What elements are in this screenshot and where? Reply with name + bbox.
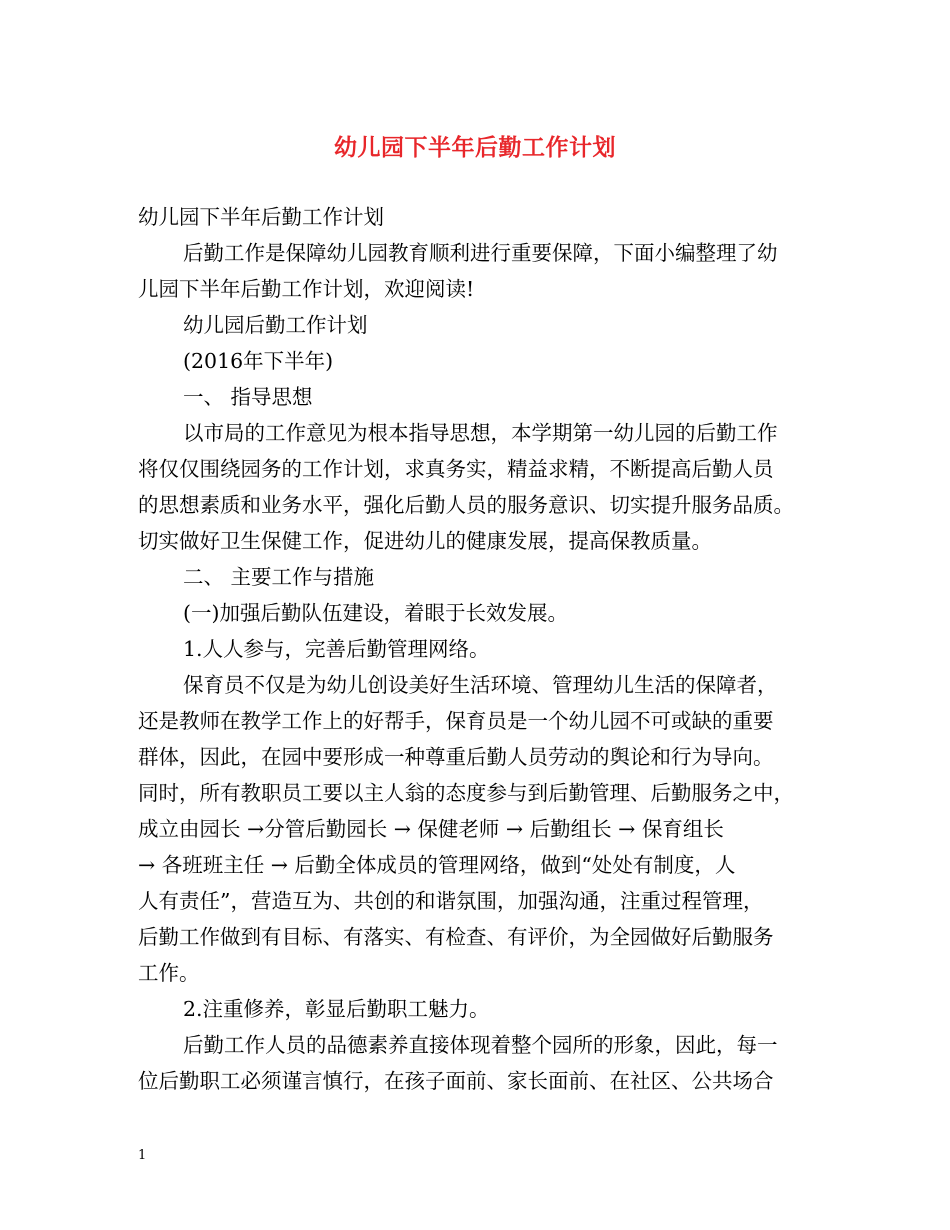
body-line: 幼儿园下半年后勤工作计划: [138, 205, 384, 229]
body-line: 保育员不仅是为幼儿创设美好生活环境、管理幼儿生活的保障者，: [183, 673, 778, 697]
body-line: 的思想素质和业务水平，强化后勤人员的服务意识、切实提升服务品质。: [138, 493, 794, 517]
body-line: 后勤工作做到有目标、有落实、有检查、有评价，为全园做好后勤服务: [138, 925, 774, 949]
body-line: 1.人人参与，完善后勤管理网络。: [183, 637, 490, 661]
page-number: 1: [138, 1148, 147, 1163]
body-line: 2.注重修养，彰显后勤职工魅力。: [183, 997, 490, 1021]
body-line: (一)加强后勤队伍建设，着眼于长效发展。: [183, 601, 568, 625]
body-line: 儿园下半年后勤工作计划，欢迎阅读!: [138, 277, 475, 301]
body-line: 位后勤职工必须谨言慎行，在孩子面前、家长面前、在社区、公共场合: [138, 1069, 774, 1093]
body-line: 幼儿园后勤工作计划: [183, 313, 368, 337]
body-line: 工作。: [138, 961, 200, 985]
body-line: 以市局的工作意见为根本指导思想，本学期第一幼儿园的后勤工作: [183, 421, 778, 445]
document-title: 幼儿园下半年后勤工作计划: [334, 134, 616, 161]
body-line: 一、 指导思想: [183, 385, 313, 409]
body-line: 成立由园长 →分管后勤园长 → 保健老师 → 后勤组长 → 保育组长: [138, 817, 724, 841]
body-line: 后勤工作人员的品德素养直接体现着整个园所的形象，因此，每一: [183, 1033, 778, 1057]
body-line: 后勤工作是保障幼儿园教育顺利进行重要保障，下面小编整理了幼: [183, 241, 778, 265]
body-line: 切实做好卫生保健工作，促进幼儿的健康发展，提高保教质量。: [138, 529, 712, 553]
body-line: 将仅仅围绕园务的工作计划，求真务实，精益求精，不断提高后勤人员: [138, 457, 774, 481]
body-line: 人有责任”，营造互为、共创的和谐氛围，加强沟通，注重过程管理，: [138, 889, 764, 913]
document-body: [138, 199, 814, 1099]
body-line: 还是教师在教学工作上的好帮手，保育员是一个幼儿园不可或缺的重要: [138, 709, 774, 733]
body-line: → 各班班主任 → 后勤全体成员的管理网络，做到“处处有制度，人: [138, 853, 736, 877]
body-line: (2016年下半年): [183, 349, 334, 373]
body-line: 群体，因此，在园中要形成一种尊重后勤人员劳动的舆论和行为导向。: [138, 745, 774, 769]
body-line: 同时，所有教职员工要以主人翁的态度参与到后勤管理、后勤服务之中，: [138, 781, 794, 805]
body-line: 二、 主要工作与措施: [183, 565, 375, 589]
